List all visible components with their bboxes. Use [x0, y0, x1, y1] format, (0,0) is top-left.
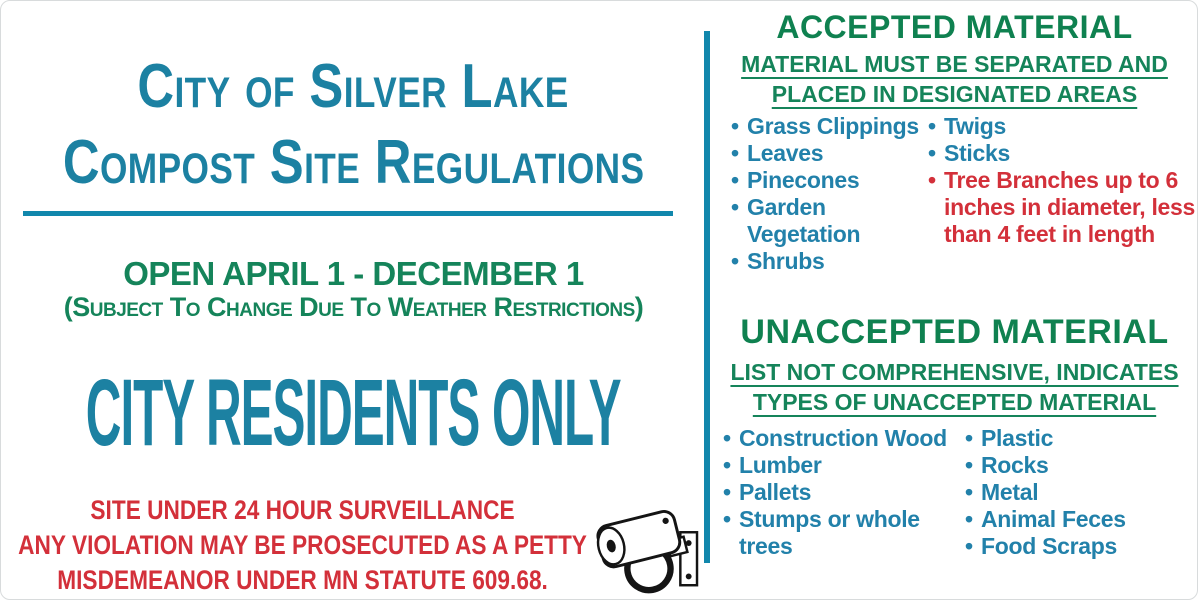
- warning-line-2: ANY VIOLATION MAY BE PROSECUTED AS A PETTY: [18, 530, 588, 560]
- list-item-label: Sticks: [944, 140, 1010, 166]
- bullet-icon: •: [731, 140, 739, 166]
- list-item: [723, 452, 965, 479]
- unaccepted-sub-line-1: LIST NOT COMPREHENSIVE, INDICATES: [730, 359, 1179, 385]
- list-item: [731, 140, 928, 167]
- bullet-icon: •: [731, 194, 739, 220]
- list-item-label: Shrubs: [747, 248, 825, 274]
- list-item-label: Stumps or whole trees: [739, 506, 920, 559]
- accepted-sub-line-2: PLACED IN DESIGNATED AREAS: [771, 81, 1138, 107]
- list-item-label: Metal: [981, 479, 1039, 505]
- list-item-label: Plastic: [981, 425, 1054, 451]
- unaccepted-sub-line-2: TYPES OF UNACCEPTED MATERIAL: [752, 389, 1157, 415]
- bullet-icon: •: [965, 533, 973, 559]
- bullet-icon: •: [731, 113, 739, 139]
- list-item: [928, 113, 1198, 140]
- list-item-label: Pallets: [739, 479, 812, 505]
- list-item: [965, 479, 1195, 506]
- page-title: [1, 51, 706, 203]
- accepted-sub-line-1: MATERIAL MUST BE SEPARATED AND: [741, 51, 1168, 77]
- list-item-label: Lumber: [739, 452, 822, 478]
- list-item-label: Pinecones: [747, 167, 860, 193]
- warning-line-3: MISDEMEANOR UNDER MN STATUTE 609.68.: [57, 565, 549, 595]
- list-item-label: Food Scraps: [981, 533, 1118, 559]
- list-item-label: Twigs: [944, 113, 1006, 139]
- bullet-icon: •: [928, 140, 936, 166]
- left-pane: [1, 1, 706, 600]
- weather-note-text: (Subject To Change Due To Weather Restrictions): [63, 292, 644, 322]
- list-item-restriction: [928, 167, 1198, 248]
- list-item: [928, 140, 1198, 167]
- unaccepted-material-heading: UNACCEPTED MATERIAL: [740, 313, 1169, 351]
- list-item-label: Garden Vegetation: [747, 194, 861, 247]
- bullet-icon: •: [723, 425, 731, 451]
- accepted-material-list: [731, 113, 1198, 275]
- list-item: [731, 194, 928, 248]
- accepted-material-subheading: [713, 49, 1196, 109]
- bullet-icon: •: [731, 248, 739, 274]
- surveillance-warning: [3, 493, 603, 598]
- list-item-label: Animal Feces: [981, 506, 1126, 532]
- accepted-list-column-1: [731, 113, 928, 275]
- list-item-label: Construction Wood: [739, 425, 947, 451]
- bullet-icon: •: [965, 479, 973, 505]
- list-item-label: Grass Clippings: [747, 113, 919, 139]
- security-camera-icon: [587, 493, 705, 600]
- warning-line-1: SITE UNDER 24 HOUR SURVEILLANCE: [90, 495, 516, 525]
- list-item: [723, 479, 965, 506]
- title-line-1: City of Silver Lake: [137, 52, 570, 121]
- unaccepted-list-column-2: [965, 425, 1195, 560]
- city-residents-banner: [1, 360, 706, 466]
- accepted-list-column-2: [928, 113, 1198, 275]
- accepted-material-heading: ACCEPTED MATERIAL: [776, 9, 1133, 45]
- bullet-icon: •: [723, 506, 731, 532]
- bullet-icon: •: [731, 167, 739, 193]
- bullet-icon: •: [723, 452, 731, 478]
- bullet-icon: •: [965, 506, 973, 532]
- title-line-2: Compost Site Regulations: [62, 128, 645, 197]
- horizontal-divider: [23, 211, 673, 216]
- list-item: [723, 506, 965, 560]
- list-item-label: Rocks: [981, 452, 1049, 478]
- list-item-label: Leaves: [747, 140, 824, 166]
- open-dates-text: OPEN APRIL 1 - DECEMBER 1: [123, 255, 584, 292]
- list-item: [965, 506, 1195, 533]
- bullet-icon: •: [928, 167, 936, 193]
- list-item: [965, 533, 1195, 560]
- list-item-label: Tree Branches up to 6 inches in diameter, less than 4 feet in length: [944, 167, 1196, 247]
- vertical-divider: [704, 31, 710, 563]
- bullet-icon: •: [965, 452, 973, 478]
- city-residents-banner-text: CITY RESIDENTS ONLY: [86, 360, 621, 466]
- list-item: [723, 425, 965, 452]
- unaccepted-list-column-1: [723, 425, 965, 560]
- bullet-icon: •: [723, 479, 731, 505]
- list-item: [731, 167, 928, 194]
- list-item: [731, 248, 928, 275]
- list-item: [965, 452, 1195, 479]
- bullet-icon: •: [928, 113, 936, 139]
- unaccepted-material-subheading: [713, 357, 1196, 417]
- list-item: [965, 425, 1195, 452]
- right-pane: [713, 1, 1196, 600]
- bullet-icon: •: [965, 425, 973, 451]
- unaccepted-material-list: [723, 425, 1195, 560]
- list-item: [731, 113, 928, 140]
